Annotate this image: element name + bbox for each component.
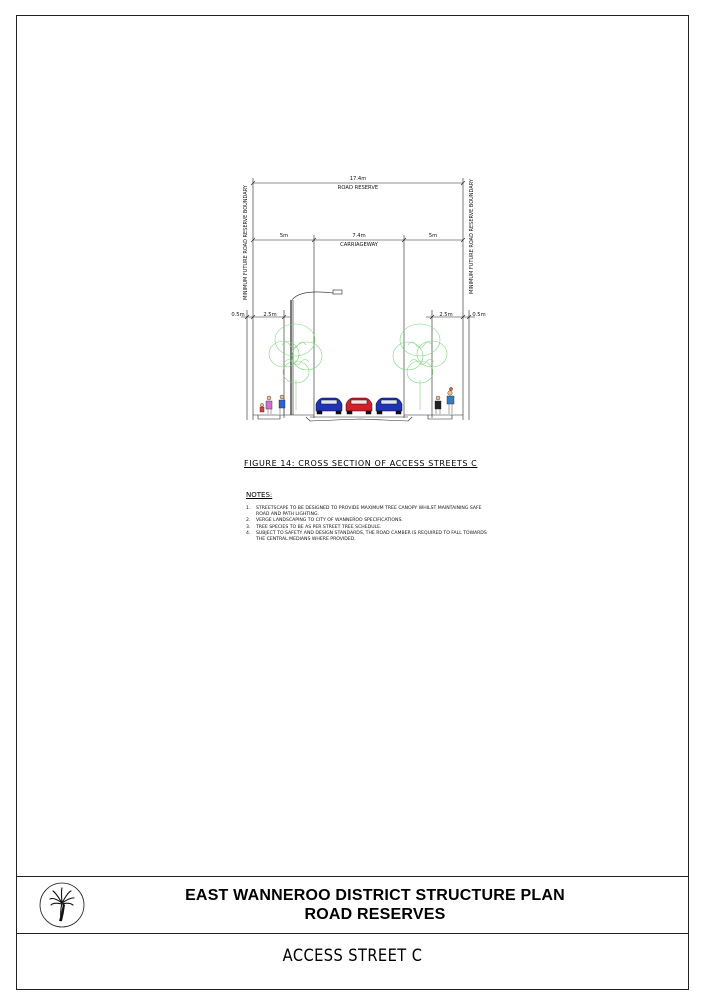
left-offset-width: 0.5m (231, 312, 245, 318)
notes-heading: NOTES: (246, 491, 273, 499)
pedestrians-right (435, 387, 454, 414)
figure-caption: FIGURE 14: CROSS SECTION OF ACCESS STREETS C (244, 459, 478, 468)
left-verge-width: 5m (279, 233, 289, 239)
note-text: SUBJECT TO SAFETY AND DESIGN STANDARDS, THE ROAD CAMBER IS REQUIRED TO FALL TOWARDS THE CENTRAL MEDIANS WHERE PROVIDED. (256, 530, 487, 543)
car-left (316, 398, 342, 414)
title-block (16, 876, 689, 934)
plan-title: EAST WANNEROO DISTRICT STRUCTURE PLAN (185, 887, 565, 904)
note-item (246, 506, 496, 518)
right-boundary-label: MINIMUM FUTURE ROAD RESERVE BOUNDARY (469, 179, 475, 294)
plan-section-title: ROAD RESERVES (304, 906, 446, 923)
note-text: STREETSCAPE TO BE DESIGNED TO PROVIDE MAXIMUM TREE CANOPY WHILST MAINTAINING SAFE ROAD AND PATH LIGHTING. (256, 506, 482, 518)
notes-list (246, 506, 496, 543)
right-verge-width: 5m (428, 233, 438, 239)
note-text: TREE SPECIES TO BE AS PER STREET TREE SCHEDULE. (256, 524, 382, 530)
street-type-title: ACCESS STREET C (282, 946, 423, 966)
note-number: 1. (246, 506, 251, 511)
carriageway-width: 7.4m (352, 233, 366, 239)
carriageway-label: CARRIAGEWAY (340, 242, 378, 248)
left-boundary-label: MINIMUM FUTURE ROAD RESERVE BOUNDARY (243, 185, 249, 300)
pedestrians-left (260, 395, 285, 414)
note-item (246, 531, 496, 543)
right-offset-width: 0.5m (472, 312, 486, 318)
car-right (376, 398, 402, 414)
road-reserve-width: 17.4m (349, 176, 367, 182)
note-text: VERGE LANDSCAPING TO CITY OF WANNEROO SPECIFICATIONS. (256, 518, 403, 524)
grass-tree-logo-icon (38, 881, 86, 929)
note-number: 3. (246, 524, 251, 530)
left-path-width: 2.5m (263, 312, 277, 318)
note-number: 2. (246, 518, 251, 524)
car-middle (346, 398, 372, 414)
right-path-width: 2.5m (439, 312, 453, 318)
road-reserve-label: ROAD RESERVE (337, 185, 379, 191)
note-number: 4. (246, 530, 251, 536)
